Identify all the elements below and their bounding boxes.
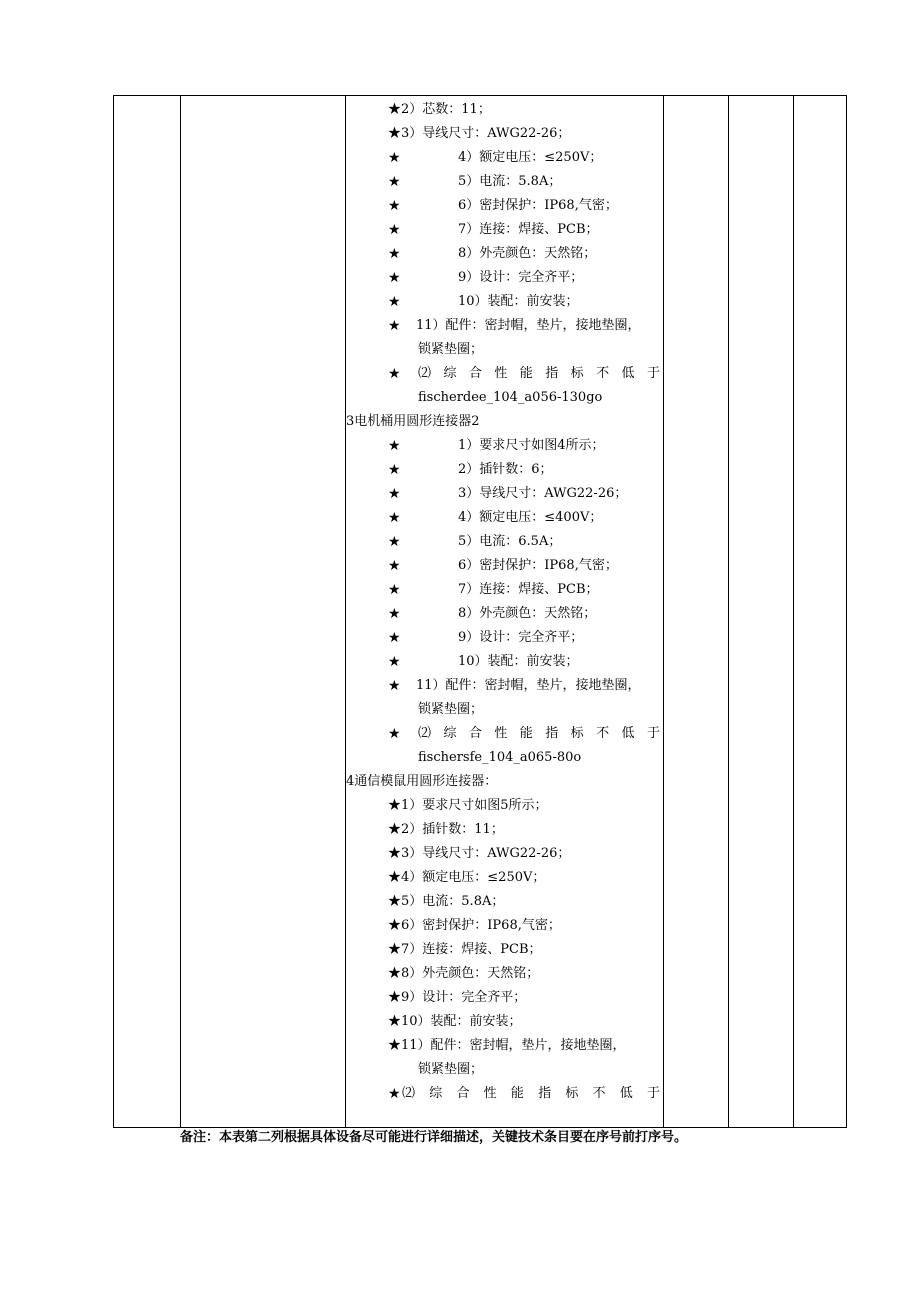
list-item: ★8）外壳颜色：天然铭； xyxy=(388,966,540,981)
spec-table xyxy=(113,95,847,1128)
performance-model: fischersfe_104_a065-80o xyxy=(418,750,582,765)
list-item-continuation: 锁紧垫圈； xyxy=(418,342,484,357)
column-divider xyxy=(728,96,729,1127)
column-divider xyxy=(793,96,794,1127)
list-item: ★10）装配：前安装； xyxy=(388,1014,522,1029)
column-divider xyxy=(180,96,181,1127)
list-item: ★2）芯数：11； xyxy=(388,102,491,117)
list-item: ★11）配件：密封帽，垫片，接地垫圈， xyxy=(388,1038,626,1053)
list-item: ★4）额定电压：≤250V； xyxy=(388,870,546,885)
list-item: ★3）导线尺寸：AWG22-26； xyxy=(388,126,571,141)
list-item-continuation: 锁紧垫圈； xyxy=(418,702,484,717)
section-title: 3电机桶用圆形连接器2 xyxy=(346,414,480,429)
footer-note: 备注：本表第二列根据具体设备尽可能进行详细描述，关键技术条目要在序号前打序号。 xyxy=(180,1130,688,1145)
list-item: ★7）连接：焊接、PCB； xyxy=(388,942,542,957)
performance-model: fischerdee_104_a056-130go xyxy=(418,390,603,405)
list-item: ★9）设计：完全齐平； xyxy=(388,990,527,1005)
list-item: ★3）导线尺寸：AWG22-26； xyxy=(388,846,571,861)
list-item: ★1）要求尺寸如图5所示； xyxy=(388,798,548,813)
section-title: 4通信模鼠用圆形连接器： xyxy=(346,774,498,789)
list-item-continuation: 锁紧垫圈； xyxy=(418,1062,484,1077)
spec-description-cell: ★2）芯数：11； ★3）导线尺寸：AWG22-26； ★ 4）额定电压：≤250V； ★ 5）电流：5.8A； ★ 6）密封保护：IP68,气密； ★ 7）连接：焊接、PCB； ★ 8）外壳颜色：天然铭； ★ 9）设计：完全齐平； ★ 10）装配：前安装； ★ 11）配件：密封帽，垫片，接地垫圈， 锁紧垫圈； ★ ⑵ 综 合 性 能 指 标 不 低 于 fischerdee_104_a056-130go 3电机桶用圆形连接器2 ★ 1）要求尺寸如图4所示； ★ 2）插针数：6； ★ 3）导线尺寸：AWG22-26； ★ 4）额定电压：≤400V； ★ 5）电流：6.5A； ★ 6）密封保护：IP68,气密； ★ 7）连接：焊接、PCB； ★ 8）外壳颜色：天然铭； ★ 9）设计：完全齐平； ★ 10）装配：前安装； ★ 11）配件：密封帽，垫片，接地垫圈， 锁紧垫圈； ★ ⑵ 综 合 性 能 指 标 不 低 于 fischersfe_104_a065-80o 4通信模鼠用圆形连接器： ★1）要求尺寸如图5所示； ★2）插针数：11； ★3）导线尺寸：AWG22-26； ★4）额定电压：≤250V； ★5）电流：5.8A； ★6）密封保护：IP68,气密； ★7）连接：焊接、PCB； ★8）外壳颜色：天然铭； ★9）设计：完全齐平； ★10）装配：前安装； ★11）配件：密封帽，垫片，接地垫圈， 锁紧垫圈； ★ ⑵ 综 合 性 能 指 标 不 低 于 xyxy=(346,98,662,1127)
column-divider xyxy=(663,96,664,1127)
list-item: ★5）电流：5.8A； xyxy=(388,894,505,909)
list-item: ★6）密封保护：IP68,气密； xyxy=(388,918,561,933)
list-item: ★2）插针数：11； xyxy=(388,822,504,837)
